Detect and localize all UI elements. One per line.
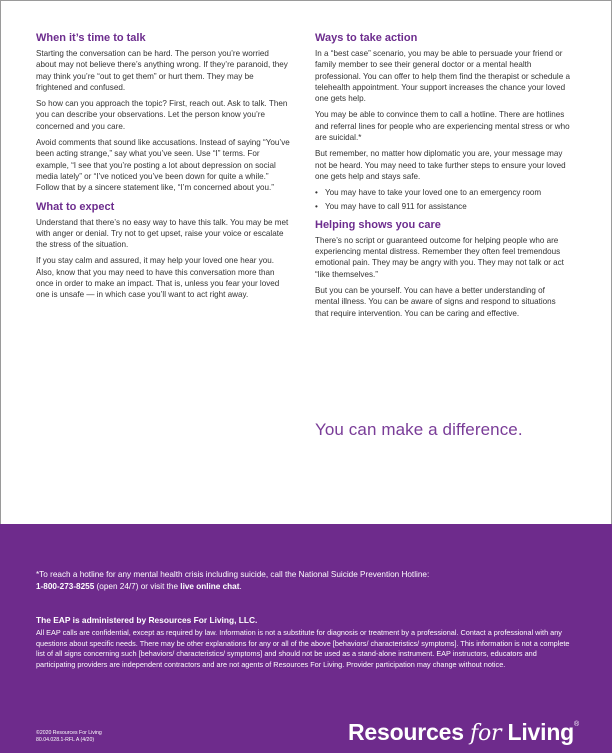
- live-chat-link[interactable]: live online chat: [180, 582, 240, 591]
- paragraph: You may be able to convince them to call a hotline. There are hotlines and referral lines for people who are experiencing mental stress or who are suicidal.*: [315, 110, 570, 143]
- footnote-text: *To reach a hotline for any mental health crisis including suicide, call the National Suicide Prevention Hotline:: [36, 570, 430, 579]
- resources-for-living-logo: [348, 719, 579, 746]
- registered-mark: ®: [574, 721, 579, 728]
- section-helping-shows-you-care: [315, 219, 570, 319]
- left-column: [36, 32, 291, 308]
- copyright-block: [36, 730, 102, 744]
- footnote-period: .: [239, 582, 242, 591]
- heading-when-to-talk: When it’s time to talk: [36, 32, 146, 44]
- paragraph: Avoid comments that sound like accusations. Instead of saying “You’ve been acting strange,” say what you’ve seen. Use “I” terms. For example, “I see that you’re posting a lot about depression on social media lately” or “I’ve noticed you’ve been down for quite a while.” Follow that by a sincere statement like, “I’m concerned about you.”: [36, 138, 290, 193]
- eap-disclaimer: All EAP calls are confidential, except as required by law. Information is not a substitute for diagnosis or treatment by a professional. Contact a professional with any questions about specific needs. There may be other explanations for any or all of the above [behaviors/ characteristics/ symptoms]. This information is not a complete list of all signs concerning such [behaviors/ characteristics/ symptoms] and should not be used as a stand-alone instrument. EAP instructors, educators and participating providers are independent contractors and are not agents of Resources For Living. Provider participation may change without notice.: [36, 628, 570, 669]
- heading-ways-to-take-action: Ways to take action: [315, 32, 418, 44]
- heading-helping-shows-you-care: Helping shows you care: [315, 218, 441, 231]
- paragraph: Starting the conversation can be hard. The person you’re worried about may not believe there’s anything wrong. If they’re paranoid, they may think you’re “out to get them” or hurt them. They may be frightened and confused.: [36, 49, 288, 92]
- right-column: [315, 32, 570, 326]
- action-bullet-list: [315, 187, 570, 212]
- paragraph: There’s no script or guaranteed outcome for helping people who are experiencing mental distress. Remember they often feel tremendous emotional pain. They may be angry with you. They may not talk or act “like themselves.”: [315, 235, 564, 279]
- document-code: 80.04.028.1-RFL A (4/20): [36, 737, 95, 743]
- tagline: You can make a difference.: [315, 420, 523, 439]
- list-item: • You may have to take your loved one to an emergency room: [315, 187, 570, 198]
- section-ways-to-take-action: [315, 32, 570, 212]
- logo-word: Living: [501, 719, 575, 745]
- paragraph: In a “best case” scenario, you may be able to persuade your friend or family member to see their general doctor or a mental health professional. You can offer to help them find the therapist or schedule a telehealth appointment. Your support increases the chance your loved one gets help.: [315, 49, 570, 104]
- section-when-to-talk: [36, 32, 291, 194]
- paragraph: But remember, no matter how diplomatic you are, your message may not be heard. You may need to take further steps to ensure your loved one gets help and stays safe.: [315, 149, 566, 181]
- section-what-to-expect: [36, 201, 291, 301]
- hotline-footnote: [36, 569, 576, 593]
- paragraph: If you stay calm and assured, it may help your loved one hear you. Also, know that you may need to have this conversation more than once in order to make an impact. That is, unless you fear your loved one is unsafe — in which case you’ll want to act right away.: [36, 256, 280, 300]
- list-item: • You may have to call 911 for assistance: [315, 201, 570, 212]
- logo-word-for: for: [470, 721, 502, 746]
- paragraph: Understand that there’s no easy way to have this talk. You may be met with anger or denial. Try not to get upset, raise your voice or escalate the stress of the situation.: [36, 217, 289, 250]
- eap-title: The EAP is administered by Resources For Living, LLC.: [36, 615, 258, 625]
- paragraph: So how can you approach the topic? First, reach out. Ask to talk. Then you can describe your observations. Let the person know you’re concerned and you care.: [36, 99, 288, 131]
- paragraph: But you can be yourself. You can have a better understanding of mental illness. You can be aware of signs and respond to situations that require intervention. You can be caring and effective.: [315, 286, 556, 318]
- hotline-phone: 1-800-273-8255: [36, 582, 95, 591]
- footer-band: [0, 524, 612, 753]
- footnote-text: (open 24/7) or visit the: [94, 582, 181, 591]
- logo-word: Resources: [347, 719, 470, 745]
- heading-what-to-expect: What to expect: [36, 200, 115, 213]
- copyright: ©2020 Resources For Living: [36, 730, 102, 736]
